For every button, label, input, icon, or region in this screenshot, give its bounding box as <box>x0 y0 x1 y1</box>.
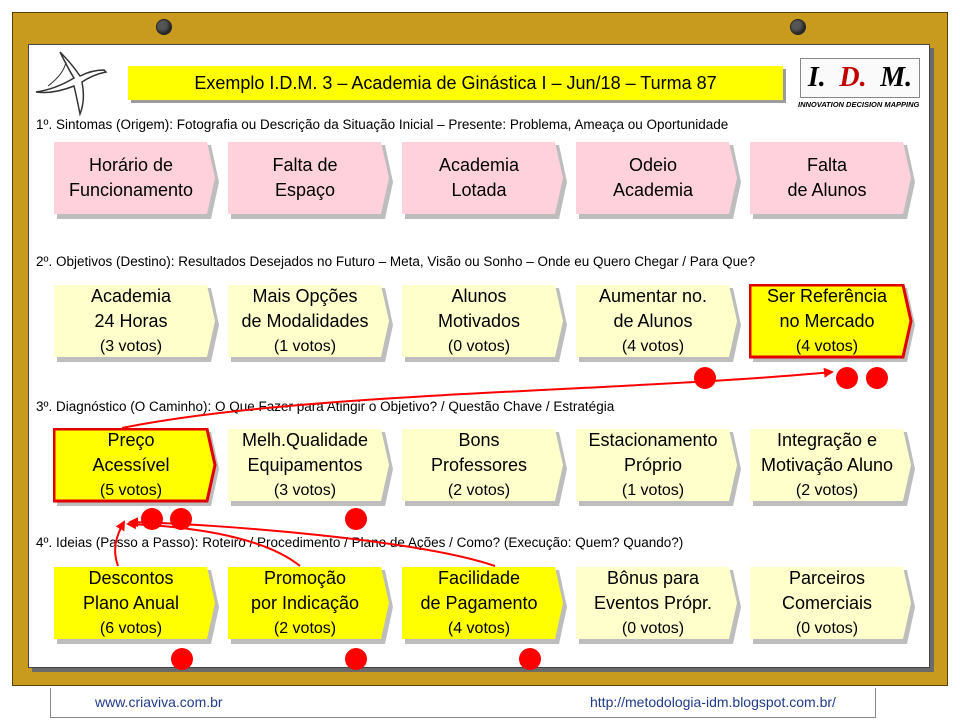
card-votes: (4 votos) <box>621 337 685 355</box>
card-votes: (0 votos) <box>447 337 511 355</box>
card-line-2: 24 Horas <box>94 310 168 331</box>
logo-tagline: INNOVATION DECISION MAPPING <box>798 100 920 109</box>
card-line-1: Aumentar no. <box>598 285 708 306</box>
card-line-1: Integração e <box>776 429 878 450</box>
card-line-1: Bônus para <box>606 567 700 588</box>
card-line-2: Equipamentos <box>247 454 363 475</box>
card-votes: (4 votos) <box>447 619 511 637</box>
card-votes: (0 votos) <box>621 619 685 637</box>
card-line-2: de Alunos <box>613 310 693 331</box>
card-line-1: Descontos <box>88 567 174 588</box>
section-3-heading: 3º. Diagnóstico (O Caminho): O Que Fazer para Atingir o Objetivo? / Questão Chave / Estratégia <box>36 399 615 414</box>
logo-letter-m: M. <box>880 62 913 93</box>
card-votes: (6 votos) <box>99 619 163 637</box>
arrow-preco-to-referencia <box>122 372 832 428</box>
card-votes: (4 votos) <box>795 337 859 355</box>
card-line-2: Acessível <box>92 454 170 475</box>
card-line-2: Espaço <box>274 180 336 200</box>
card-line-1: Odeio <box>628 155 678 175</box>
card-line-1: Falta <box>806 155 848 175</box>
card-votes: (1 votos) <box>621 481 685 499</box>
card-line-2: Professores <box>430 454 528 475</box>
card-line-1: Mais Opções <box>252 285 358 306</box>
card-line-2: no Mercado <box>779 310 875 331</box>
card-line-2: por Indicação <box>250 592 360 613</box>
card-line-1: Facilidade <box>437 567 521 588</box>
card-line-2: Funcionamento <box>68 180 194 200</box>
logo-letter-i: I. <box>807 62 826 93</box>
card-line-2: de Alunos <box>787 180 867 200</box>
footer-link-criaviva[interactable]: www.criaviva.com.br <box>95 694 223 710</box>
card-line-1: Falta de <box>272 155 338 175</box>
diagram-title: Exemplo I.D.M. 3 – Academia de Ginástica I – Jun/18 – Turma 87 <box>128 66 783 100</box>
card-line-1: Estacionamento <box>588 429 718 450</box>
card-line-2: de Modalidades <box>241 310 369 331</box>
card-line-2: Eventos Própr. <box>593 592 713 613</box>
card-line-1: Melh.Qualidade <box>241 429 369 450</box>
section-1-heading: 1º. Sintomas (Origem): Fotografia ou Descrição da Situação Inicial – Presente: Problema, Ameaça ou Oportunidade <box>36 117 729 132</box>
card-votes: (2 votos) <box>273 619 337 637</box>
card-line-2: Lotada <box>451 180 507 200</box>
card-line-1: Bons <box>458 429 500 450</box>
card-line-2: Plano Anual <box>82 592 180 613</box>
card-line-2: Próprio <box>623 454 683 475</box>
card-votes: (2 votos) <box>447 481 511 499</box>
card-line-2: Motivados <box>437 310 521 331</box>
card-line-1: Preço <box>107 429 155 450</box>
card-line-1: Promoção <box>263 567 347 588</box>
card-votes: (5 votos) <box>99 481 163 499</box>
logo-letter-d: D. <box>839 62 867 93</box>
card-votes: (2 votos) <box>795 481 859 499</box>
card-line-1: Ser Referência <box>766 285 888 306</box>
card-line-1: Parceiros <box>788 567 866 588</box>
card-line-2: Motivação Aluno <box>760 454 894 475</box>
card-votes: (0 votos) <box>795 619 859 637</box>
section-4-heading: 4º. Ideias (Passo a Passo): Roteiro / Procedimento / Plano de Ações / Como? (Execução: Quem? Quando?) <box>36 535 684 550</box>
card-line-2: Comerciais <box>781 592 873 613</box>
card-votes: (1 votos) <box>273 337 337 355</box>
card-line-1: Alunos <box>451 285 507 306</box>
card-line-1: Academia <box>90 285 172 306</box>
card-line-1: Horário de <box>88 155 174 175</box>
card-line-2: Academia <box>612 180 694 200</box>
section-2-heading: 2º. Objetivos (Destino): Resultados Desejados no Futuro – Meta, Visão ou Sonho – Onde eu Quero Chegar / Para Que? <box>36 254 756 269</box>
card-line-2: de Pagamento <box>420 592 538 613</box>
footer-link-blog[interactable]: http://metodologia-idm.blogspot.com.br/ <box>590 694 836 710</box>
card-votes: (3 votos) <box>99 337 163 355</box>
arrow-descontos-to-preco <box>115 522 124 566</box>
card-votes: (3 votos) <box>273 481 337 499</box>
card-line-1: Academia <box>438 155 520 175</box>
